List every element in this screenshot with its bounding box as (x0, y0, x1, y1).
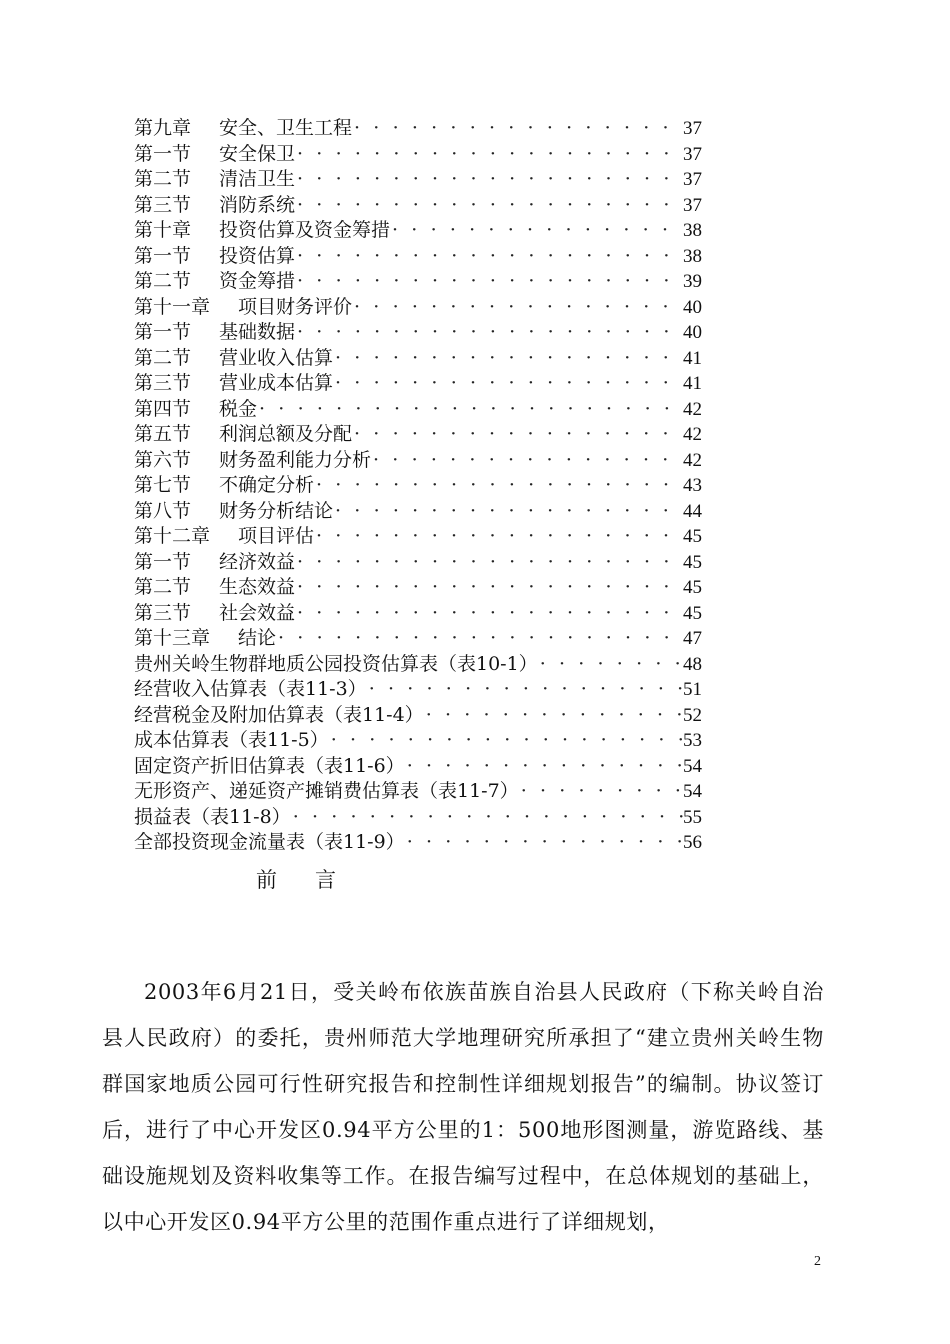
toc-entry[interactable] (134, 167, 702, 193)
toc-entry[interactable] (134, 218, 702, 244)
toc-entry-page: 54 (683, 781, 702, 802)
toc-entry-title: 财务分析结论 (219, 499, 334, 522)
toc-dot-leader (276, 626, 683, 652)
toc-entry-page: 40 (683, 296, 702, 318)
toc-entry-title: 损益表（表11-8） (134, 805, 291, 828)
page-number: 2 (814, 1254, 821, 1269)
toc-dot-leader (295, 142, 683, 168)
toc-entry-number: 第三节 (134, 601, 192, 624)
toc-dot-leader (405, 830, 683, 856)
toc-entry-page: 37 (683, 143, 702, 165)
toc-entry-title: 生态效益 (219, 576, 296, 598)
toc-entry[interactable] (134, 371, 702, 397)
toc-entry-page: 54 (683, 755, 702, 777)
toc-dot-leader (329, 728, 683, 754)
toc-entry-title: 利润总额及分配 (219, 423, 353, 445)
toc-entry-page: 44 (683, 500, 702, 522)
toc-entry-number: 第六节 (134, 448, 192, 471)
toc-dot-leader (295, 550, 683, 576)
toc-entry-number: 第三节 (134, 193, 192, 216)
toc-dot-leader (519, 779, 683, 805)
toc-entry-page: 43 (683, 475, 702, 496)
toc-entry[interactable] (134, 626, 702, 652)
toc-dot-leader (295, 244, 683, 270)
toc-entry[interactable] (134, 397, 702, 423)
toc-entry-page: 56 (683, 832, 702, 853)
toc-entry-page: 42 (683, 449, 702, 471)
toc-entry-number: 第一节 (134, 321, 192, 343)
toc-entry-page: 53 (683, 730, 702, 751)
toc-dot-leader (333, 346, 683, 372)
preface-paragraph: 2003年6月21日，受关岭布依族苗族自治县人民政府（下称关岭自治县人民政府）的委托，贵州师范大学地理研究所承担了“建立贵州关岭生物群国家地质公园可行性研究报告和控制性详细规划报告”的编制。协议签订后，进行了中心开发区0.94平方公里的1：500地形图测量，游览路线、基础设施规划及资料收集等工作。在报告编写过程中，在总体规划的基础上，以中心开发区0.94平方公里的范围作重点进行了详细规划， (102, 980, 824, 1234)
toc-entry-title: 经营税金及附加估算表（表11-4） (134, 703, 424, 726)
toc-dot-leader (352, 116, 683, 142)
toc-entry-title: 项目财务评价 (238, 295, 353, 318)
toc-entry[interactable] (134, 703, 702, 729)
toc-dot-leader (538, 652, 683, 678)
toc-entry-number: 第五节 (134, 423, 192, 445)
toc-dot-leader (390, 218, 683, 244)
toc-entry-title: 财务盈利能力分析 (219, 448, 372, 471)
toc-entry-title: 成本估算表（表11-5） (134, 729, 329, 751)
toc-entry-number: 第十一章 (134, 295, 211, 318)
toc-entry[interactable] (134, 346, 702, 372)
toc-entry-title: 安全、卫生工程 (219, 117, 353, 139)
toc-entry-page: 51 (683, 679, 702, 700)
toc-dot-leader (314, 524, 683, 550)
toc-entry-title: 营业收入估算 (219, 346, 334, 369)
toc-entry-title: 资金筹措 (219, 270, 296, 292)
toc-entry-page: 38 (683, 220, 702, 241)
toc-entry[interactable] (134, 550, 702, 576)
toc-entry-page: 55 (683, 806, 702, 828)
toc-entry-title: 社会效益 (219, 601, 296, 624)
toc-dot-leader (291, 805, 683, 831)
toc-entry[interactable] (134, 830, 702, 856)
preface-heading (256, 864, 336, 894)
toc-entry-number: 第八节 (134, 499, 192, 522)
toc-dot-leader (352, 422, 683, 448)
toc-entry-number: 第四节 (134, 397, 192, 420)
toc-entry-page: 37 (683, 118, 702, 139)
toc-entry[interactable] (134, 575, 702, 601)
toc-entry[interactable] (134, 499, 702, 525)
toc-dot-leader (295, 601, 683, 627)
toc-entry-title: 清洁卫生 (219, 168, 296, 190)
toc-entry[interactable] (134, 142, 702, 168)
toc-entry[interactable] (134, 779, 702, 805)
toc-entry-number: 第七节 (134, 474, 192, 496)
toc-entry-number: 第十章 (134, 219, 192, 241)
toc-entry-page: 39 (683, 271, 702, 292)
toc-dot-leader (295, 269, 683, 295)
toc-entry-number: 第九章 (134, 117, 192, 139)
toc-dot-leader (367, 677, 683, 703)
toc-entry-title: 税金 (219, 397, 258, 420)
toc-entry-title: 投资估算 (219, 244, 296, 267)
toc-entry[interactable] (134, 193, 702, 219)
toc-entry[interactable] (134, 652, 702, 678)
toc-entry-number: 第一节 (134, 244, 192, 267)
toc-entry-title: 不确定分析 (219, 474, 315, 496)
toc-dot-leader (333, 499, 683, 525)
toc-entry[interactable] (134, 116, 702, 142)
toc-entry[interactable] (134, 295, 702, 321)
toc-entry-page: 45 (683, 602, 702, 624)
toc-entry-number: 第一节 (134, 142, 192, 165)
toc-entry[interactable] (134, 524, 702, 550)
toc-dot-leader (314, 473, 683, 499)
toc-entry[interactable] (134, 805, 702, 831)
toc-dot-leader (257, 397, 683, 423)
toc-entry[interactable] (134, 754, 702, 780)
toc-entry[interactable] (134, 473, 702, 499)
toc-entry-page: 40 (683, 322, 702, 343)
toc-entry-number: 第二节 (134, 346, 192, 369)
toc-entry-title: 消防系统 (219, 193, 296, 216)
preface-heading-left: 前 (256, 868, 277, 892)
toc-entry-title: 经营收入估算表（表11-3） (134, 678, 367, 700)
toc-entry-title: 固定资产折旧估算表（表11-6） (134, 754, 405, 777)
toc-entry-page: 37 (683, 169, 702, 190)
toc-entry[interactable] (134, 728, 702, 754)
toc-entry[interactable] (134, 244, 702, 270)
toc-entry-title: 项目评估 (238, 525, 315, 547)
toc-entry[interactable] (134, 448, 702, 474)
toc-dot-leader (295, 167, 683, 193)
toc-dot-leader (295, 193, 683, 219)
toc-entry-title: 营业成本估算 (219, 372, 334, 394)
toc-entry-title: 经济效益 (219, 550, 296, 573)
toc-dot-leader (295, 575, 683, 601)
toc-dot-leader (424, 703, 683, 729)
toc-entry-title: 结论 (238, 627, 277, 649)
toc-entry-page: 45 (683, 526, 702, 547)
toc-entry-number: 第十三章 (134, 627, 211, 649)
toc-entry-number: 第十二章 (134, 525, 211, 547)
preface-heading-right: 言 (315, 868, 336, 892)
toc-entry-title: 全部投资现金流量表（表11-9） (134, 831, 405, 853)
table-of-contents (134, 116, 702, 856)
toc-entry-page: 45 (683, 551, 702, 573)
toc-entry-page: 41 (683, 347, 702, 369)
toc-dot-leader (371, 448, 683, 474)
toc-entry-title: 投资估算及资金筹措 (219, 219, 391, 241)
toc-entry[interactable] (134, 320, 702, 346)
toc-entry[interactable] (134, 422, 702, 448)
toc-dot-leader (295, 320, 683, 346)
toc-entry-page: 48 (683, 653, 702, 675)
toc-entry-page: 52 (683, 704, 702, 726)
toc-entry-page: 42 (683, 398, 702, 420)
toc-entry-number: 第二节 (134, 168, 192, 190)
toc-entry-number: 第二节 (134, 270, 192, 292)
toc-entry-title: 贵州关岭生物群地质公园投资估算表（表10-1） (134, 652, 538, 675)
toc-entry-number: 第三节 (134, 372, 192, 394)
toc-entry-title: 基础数据 (219, 321, 296, 343)
toc-entry-page: 38 (683, 245, 702, 267)
toc-entry-page: 42 (683, 424, 702, 445)
toc-entry-page: 47 (683, 628, 702, 649)
toc-entry-page: 41 (683, 373, 702, 394)
toc-entry-title: 无形资产、递延资产摊销费估算表（表11-7） (134, 780, 519, 802)
toc-entry[interactable] (134, 269, 702, 295)
toc-dot-leader (405, 754, 683, 780)
toc-dot-leader (333, 371, 683, 397)
toc-entry-number: 第二节 (134, 576, 192, 598)
toc-entry[interactable] (134, 677, 702, 703)
toc-entry-title: 安全保卫 (219, 142, 296, 165)
toc-entry-page: 37 (683, 194, 702, 216)
toc-entry-number: 第一节 (134, 550, 192, 573)
toc-entry[interactable] (134, 601, 702, 627)
toc-entry-page: 45 (683, 577, 702, 598)
toc-dot-leader (352, 295, 683, 321)
